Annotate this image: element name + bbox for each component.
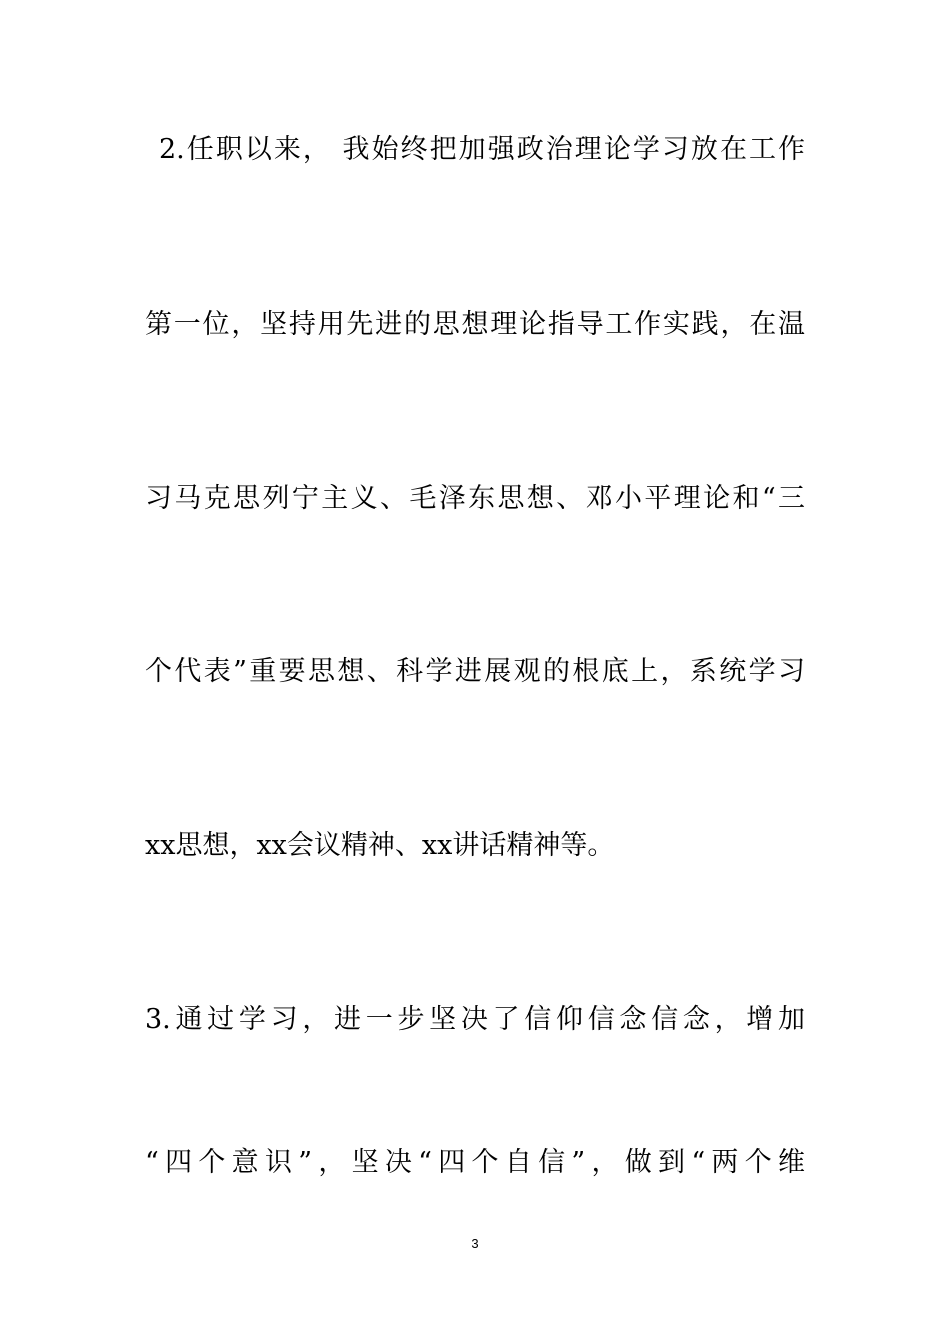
paragraph-line: “四个意识”，坚决“四个自信”，做到“两个维 [145,1147,805,1178]
paragraph-line: 习马克思列宁主义、毛泽东思想、邓小平理论和“三 [145,483,805,514]
paragraph-line: 3.通过学习，进一步坚决了信仰信念信念，增加 [145,1004,805,1035]
paragraph-line: 第一位，坚持用先进的思想理论指导工作实践，在温 [145,309,805,340]
paragraph-line: 个代表”重要思想、科学进展观的根底上，系统学习 [145,656,805,687]
paragraph-line: 2.任职以来， 我始终把加强政治理论学习放在工作 [159,134,805,165]
paragraph-line: xx思想，xx会议精神、xx讲话精神等。 [145,830,615,861]
page-number: 3 [471,1236,479,1251]
